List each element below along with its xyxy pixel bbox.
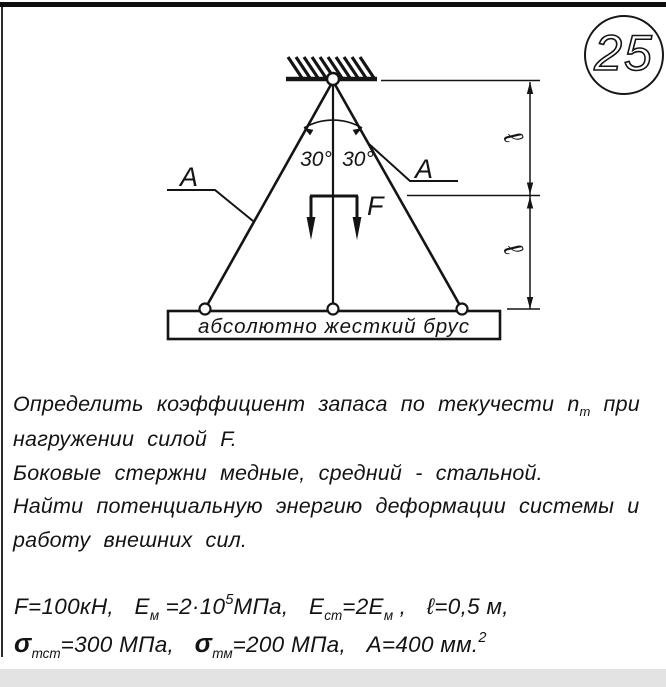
angle-label-left: 30° [300, 148, 332, 171]
dim-arrow-top [527, 82, 533, 94]
given-yield-copper: $\sigma_{тм}=200$ МПа, [194, 628, 347, 661]
force-arrow-left [307, 217, 316, 240]
rigid-bar-label: абсолютно жесткий брус [197, 315, 471, 338]
given-data-line-1 [14, 592, 523, 623]
problem-line-3: Боковые стержни медные, средний - стальной. [13, 460, 543, 485]
given-area: А=400 мм.$^2$ [366, 630, 487, 657]
length-label-upper: ℓ [497, 126, 529, 148]
given-yield-steel: $\sigma_{тст}=300$ МПа, [14, 628, 175, 661]
area-leader-right [369, 144, 458, 181]
dim-arrow-mid-up [527, 197, 533, 209]
force-label: F [367, 191, 384, 221]
problem-statement [13, 388, 658, 557]
given-modulus-steel: $E_{ст}=2E_м$ , [308, 594, 407, 623]
pin-joint-bottom-middle [328, 304, 339, 315]
given-force: F=100кН, [14, 594, 114, 619]
dim-arrow-bottom [527, 297, 533, 309]
area-leader-left [167, 190, 253, 221]
pin-joint-bottom-right [457, 304, 468, 315]
subscript-t: т [579, 404, 591, 419]
pin-joint-top [327, 73, 339, 85]
given-modulus-copper: $E_м =2\cdot 10^5МПа$, [134, 592, 289, 623]
problem-line-2: нагружении силой F. [13, 427, 237, 452]
problem-line-5: работу внешних сил. [13, 527, 248, 552]
problem-number: 25 [594, 25, 654, 81]
force-arrow-right [353, 217, 362, 240]
area-label-left: A [180, 162, 199, 192]
given-length: ℓ=0,5 м, [426, 594, 509, 619]
problem-line-1: Определить коэффициент запаса по текучести $n_т$ при [13, 392, 640, 419]
area-label-right: A [415, 154, 434, 184]
dim-arrow-mid-down [527, 183, 533, 195]
angle-label-right: 30° [342, 148, 374, 171]
pin-joint-bottom-left [200, 304, 211, 315]
problem-line-4: Найти потенциальную энергию деформации системы и [13, 494, 640, 519]
length-label-lower: ℓ [497, 238, 529, 260]
given-data-line-2 [14, 628, 500, 659]
